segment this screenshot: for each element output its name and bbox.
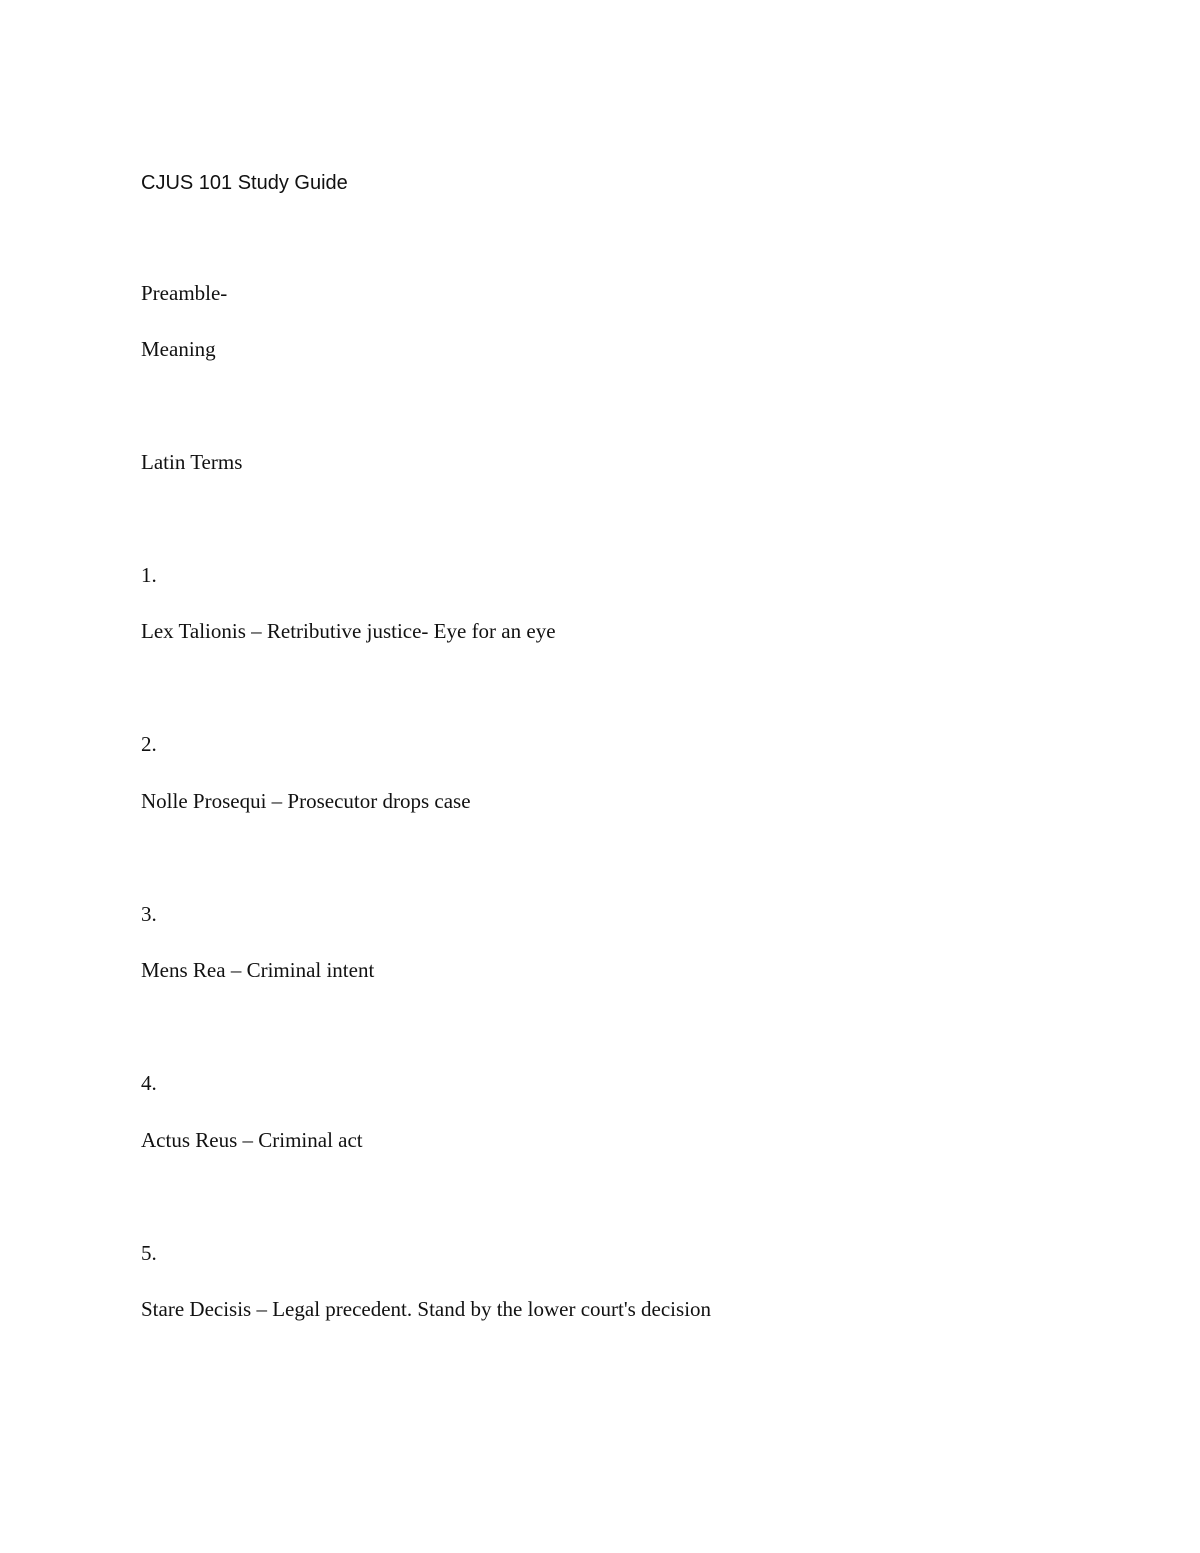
- term-number: 2.: [141, 732, 157, 756]
- document-title: CJUS 101 Study Guide: [141, 172, 348, 194]
- meaning-label: Meaning: [141, 337, 216, 361]
- term-definition: Actus Reus – Criminal act: [141, 1128, 363, 1152]
- term-number: 5.: [141, 1241, 157, 1265]
- term-definition: Nolle Prosequi – Prosecutor drops case: [141, 789, 471, 813]
- term-definition: Mens Rea – Criminal intent: [141, 958, 375, 982]
- section-heading-latin-terms: Latin Terms: [141, 450, 243, 474]
- preamble-label: Preamble-: [141, 281, 228, 305]
- term-definition: Lex Talionis – Retributive justice- Eye for an eye: [141, 619, 556, 643]
- term-number: 1.: [141, 563, 157, 587]
- term-definition: Stare Decisis – Legal precedent. Stand by the lower court's decision: [141, 1297, 712, 1321]
- term-number: 3.: [141, 902, 157, 926]
- term-number: 4.: [141, 1071, 157, 1095]
